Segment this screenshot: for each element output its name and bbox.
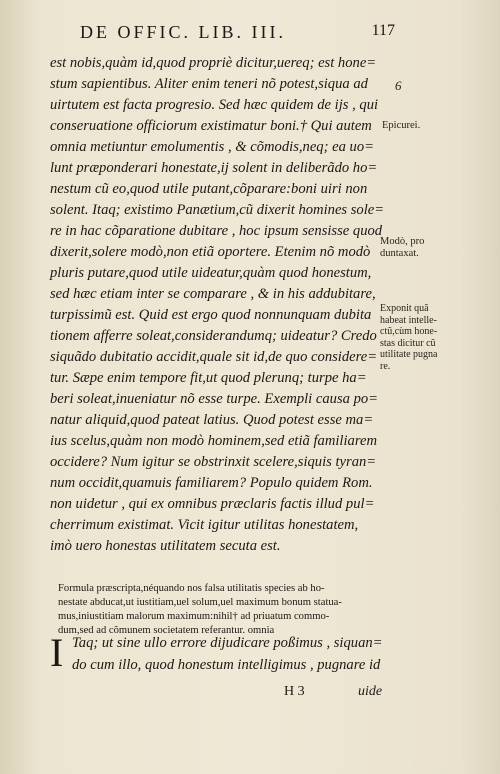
margin-note-line: Modò, pro xyxy=(380,236,425,247)
text-line: pluris putare,quod utile uideatur,quàm quod honestum, xyxy=(50,265,372,281)
text-line: sed hæc etiam inter se comparare , & in his addubitare, xyxy=(50,286,376,302)
summary-note xyxy=(58,582,388,638)
text-line: occidere? Num igitur se obstrinxit scelere,siquis tyran= xyxy=(50,454,377,470)
page-header xyxy=(50,22,395,44)
section-start xyxy=(50,632,390,676)
margin-note-line: utilitate pugna xyxy=(380,349,438,360)
signature-mark: H 3 xyxy=(284,684,305,699)
note-line: Formula præscripta,néquando nos falsa utilitatis species ab ho- xyxy=(58,583,325,594)
margin-note-line: stas dicitur cũ xyxy=(380,337,436,349)
text-line: re in hac cõparatione dubitare , hoc ipsum sensisse quod xyxy=(50,223,383,239)
text-line: cherrimum existimat. Vicit igitur utilitas honestatem, xyxy=(50,517,359,533)
text-line: non uidetur , qui ex omnibus præclaris factis illud pul= xyxy=(50,496,375,512)
margin-note-modo xyxy=(380,236,460,260)
text-line: natur aliquid,quod pateat latius. Quod potest esse ma= xyxy=(50,412,374,428)
text-line: dixerit,solere modò,non etiã oportere. Etenim nõ modò xyxy=(50,244,371,260)
text-line: tionem afferre soleat,considerandumq; uideatur? Credo xyxy=(50,328,377,344)
margin-note-epicurei: Epicurei. xyxy=(382,120,421,131)
text-line: tur. Sæpe enim tempore fit,ut quod plerunq; turpe ha= xyxy=(50,370,367,386)
catchword: uide xyxy=(358,684,383,699)
main-text xyxy=(50,53,385,557)
text-line: siquãdo dubitatio accidit,quale sit id,de quo considere= xyxy=(50,349,378,365)
margin-note-line: re. xyxy=(380,360,391,372)
margin-note-line: Exponit quã xyxy=(380,303,429,314)
page-number: 117 xyxy=(371,22,395,39)
text-line: num occidit,quamuis familiarem? Populo quidem Rom. xyxy=(50,475,373,491)
text-line: do cum illo, quod honestum intelligimus , pugnare id xyxy=(72,657,381,673)
text-line: solent. Itaq; existimo Panætium,cũ dixerit homines sole= xyxy=(50,202,385,218)
note-line: mus,iniustitiam malorum maximum:nihil† ad priuatum commo- xyxy=(58,611,330,622)
text-line: uirtutem est facta progresio. Sed hæc quidem de ijs , qui xyxy=(50,97,379,113)
text-line: imò uero honestas utilitatem secuta est. xyxy=(50,538,281,554)
text-line: stum sapientibus. Aliter enim teneri nõ potest,siqua ad xyxy=(50,76,368,92)
note-line: nestate abducat,ut iustitiam,uel solum,uel maximum bonum statua- xyxy=(58,597,342,608)
text-line: Taq; ut sine ullo errore dijudicare poßimus , siquan= xyxy=(72,635,383,651)
margin-note-exponit xyxy=(380,303,465,372)
text-line: ius scelus,quàm non modò hominem,sed etiã familiarem xyxy=(50,433,377,449)
text-line: est nobis,quàm id,quod propriè dicitur,uereq; est hone= xyxy=(50,55,377,71)
text-line: conseruatione officiorum existimatur boni.† Qui autem xyxy=(50,118,372,134)
running-title: DE OFFIC. LIB. III. xyxy=(80,22,286,42)
text-line: turpissimũ est. Quid est ergo quod nonnunquam dubita xyxy=(50,307,372,323)
text-line: nestum cũ eo,quod utile putant,cõparare:boni uiri non xyxy=(50,181,368,197)
margin-note-line: ctũ,cùm hone- xyxy=(380,326,438,337)
margin-note-line: habeat intelle- xyxy=(380,314,437,326)
note-line: dum,sed ad cõmunem societatem referantur. omnia xyxy=(58,625,275,636)
text-line: beri soleat,inueniatur nõ esse turpe. Exempli causa po= xyxy=(50,391,379,407)
text-line: lunt præponderari honestate,ij solent in deliberãdo ho= xyxy=(50,160,378,176)
margin-number: 6 xyxy=(395,78,402,93)
margin-note-line: duntaxat. xyxy=(380,248,419,259)
drop-capital: I xyxy=(50,630,64,675)
text-line: omnia metiuntur emolumentis , & cõmodis,neq; ea uo= xyxy=(50,139,374,155)
